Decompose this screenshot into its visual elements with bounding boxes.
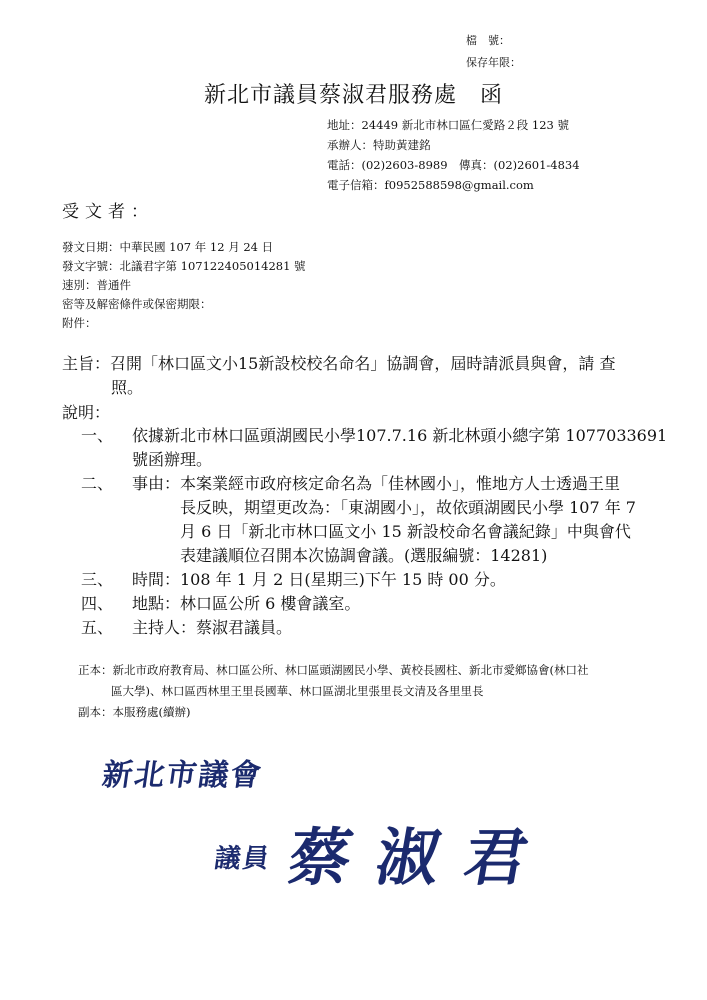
item-number: 一、 [80, 426, 113, 445]
list-item [62, 616, 667, 640]
subject-block [62, 352, 615, 400]
item-number: 四、 [80, 594, 113, 613]
address-line: 地址：24449 新北市林口區仁愛路２段 123 號 [327, 118, 569, 132]
item-line: 主持人：蔡淑君議員。 [132, 618, 293, 637]
secrecy-level: 密等及解密條件或保密期限： [62, 297, 212, 311]
subject-line-2: 照。 [111, 378, 144, 397]
list-item [62, 592, 667, 616]
item-line: 長反映，期望更改為：「東湖國小」，故依頭湖國民小學 107 年 7 [132, 498, 636, 517]
retention-period-label: 保存年限： [466, 56, 521, 69]
original-recipients-line-1: 正本：新北市政府教育局、林口區公所、林口區頭湖國民小學、黃校長國柱、新北市愛鄉協會(林口社 [78, 663, 589, 677]
contact-block [327, 115, 580, 195]
distribution-block [78, 660, 663, 723]
item-number: 三、 [80, 570, 113, 589]
item-line: 依據新北市林口區頭湖國民小學107.7.16 新北林頭小總字第 1077033691 [132, 426, 668, 445]
list-item [62, 472, 667, 568]
item-number: 二、 [80, 474, 113, 493]
delivery-speed: 速別：普通件 [62, 278, 131, 292]
handler-line: 承辦人：特助黃建銘 [327, 138, 431, 152]
attachment-label: 附件： [62, 316, 97, 330]
item-number: 五、 [80, 618, 113, 637]
email-line: 電子信箱：f0952588598@gmail.com [327, 178, 534, 192]
item-line: 號函辦理。 [132, 450, 213, 469]
subject-line-1: 主旨：召開「林口區文小15新設校校名命名」協調會，屆時請派員與會，請 查 [62, 354, 616, 373]
file-number-label: 檔 號： [466, 34, 510, 47]
explanation-items [62, 424, 667, 640]
issue-date: 發文日期：中華民國 107 年 12 月 24 日 [62, 240, 274, 254]
file-header [466, 30, 521, 74]
item-line: 表建議順位召開本次協調會議。(選服編號：14281) [132, 546, 548, 565]
copy-recipients: 副本：本服務處(續辦) [78, 705, 191, 719]
meta-block [62, 238, 306, 333]
seal-organization: 新北市議會 [100, 758, 265, 793]
item-line: 月 6 日「新北市林口區文小 15 新設校命名會議紀錄」中與會代 [132, 522, 631, 541]
original-recipients-line-2: 區大學)、林口區西林里王里長國華、林口區湖北里張里長文清及各里里長 [111, 684, 484, 698]
item-line: 時間：108 年 1 月 2 日(星期三)下午 15 時 00 分。 [132, 570, 506, 589]
seal-signature-name: 蔡淑君 [282, 821, 560, 894]
document-title: 新北市議員蔡淑君服務處 函 [203, 83, 503, 108]
item-line: 事由：本案業經市政府核定命名為「佳林國小」，惟地方人士透過王里 [132, 474, 621, 493]
phone-fax-line: 電話：(02)2603-8989 傳真：(02)2601-4834 [327, 158, 580, 172]
document-number: 發文字號：北議君字第 107122405014281 號 [62, 259, 306, 273]
list-item [62, 424, 667, 472]
recipient-label: 受文者： [62, 202, 154, 222]
explanation-heading: 說明： [62, 403, 111, 422]
item-line: 地點：林口區公所 6 樓會議室。 [132, 594, 361, 613]
seal-role: 議員 [212, 844, 273, 874]
list-item [62, 568, 667, 592]
